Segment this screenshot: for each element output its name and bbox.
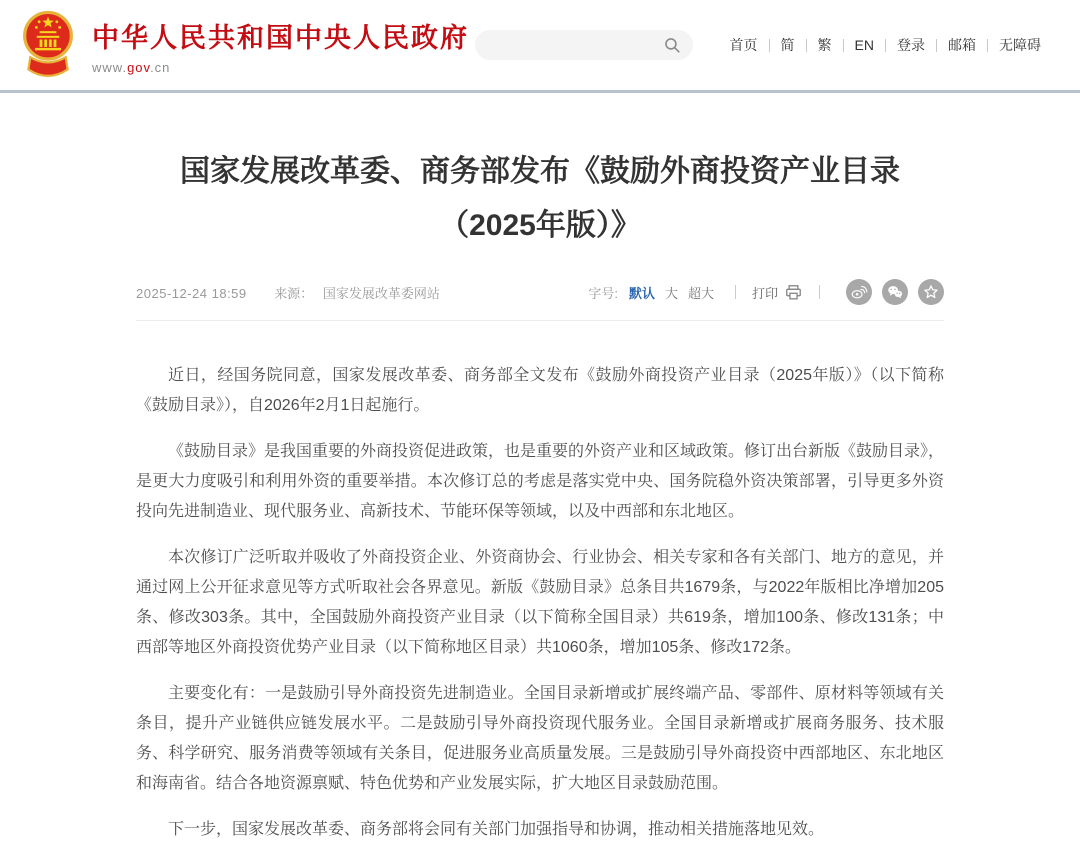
- search-box: [475, 30, 693, 60]
- site-header: [0, 0, 1080, 90]
- header-divider: [0, 90, 1080, 93]
- favorite-star-icon[interactable]: [918, 279, 944, 305]
- paragraph-2: 《鼓励目录》是我国重要的外商投资促进政策，也是重要的外资产业和区域政策。修订出台新版《鼓励目录》，是更大力度吸引和利用外资的重要举措。本次修订总的考虑是落实党中央、国务院稳外资决策部署，引导更多外资投向先进制造业、现代服务业、高新技术、节能环保等领域，以及中西部和东北地区。: [136, 443, 945, 520]
- paragraph-3: 本次修订广泛听取并吸收了外商投资企业、外资商协会、行业协会、相关专家和各有关部门、地方的意见，并通过网上公开征求意见等方式听取社会各界意见。新版《鼓励目录》总条目共1679条，与2022年版相比净增加205条、修改303条。其中，全国鼓励外商投资产业目录（以下简称全国目录）共619条，增加100条、修改131条；中西部等地区外商投资优势产业目录（以下简称地区目录）共1060条，增加105条、修改172条。: [136, 549, 944, 656]
- national-emblem-icon: [20, 9, 76, 85]
- meta-divider: [136, 320, 944, 321]
- publish-date: 2025-12-24 18:59: [136, 285, 247, 301]
- meta-left: [136, 283, 446, 302]
- printer-icon[interactable]: [784, 283, 803, 302]
- paragraph-5: 下一步，国家发展改革委、商务部将会同有关部门加强指导和协调，推动相关措施落地见效。: [168, 821, 825, 838]
- source-label: 来源：: [274, 285, 314, 301]
- font-size-label: 字号:: [588, 285, 618, 301]
- search-input[interactable]: [491, 38, 663, 53]
- toolbar-separator: [819, 285, 820, 299]
- print-button[interactable]: 打印: [751, 285, 778, 301]
- toolbar-separator: [735, 285, 736, 299]
- top-nav: [719, 35, 1052, 55]
- site-url: www.gov.cn: [92, 59, 171, 75]
- article-page: [136, 145, 944, 845]
- nav-mailbox[interactable]: 邮箱: [948, 37, 976, 53]
- nav-home[interactable]: 首页: [729, 37, 758, 53]
- nav-accessibility[interactable]: 无障碍: [999, 37, 1041, 53]
- font-size-large-button[interactable]: 大: [664, 285, 678, 301]
- paragraph-4: 主要变化有：一是鼓励引导外商投资先进制造业。全国目录新增或扩展终端产品、零部件、原材料等领域有关条目，提升产业链供应链发展水平。二是鼓励引导外商投资现代服务业。全国目录新增或扩展商务服务、技术服务、科学研究、服务消费等领域有关条目，促进服务业高质量发展。三是鼓励引导外商投资中西部地区、东北地区和海南省。结合各地资源禀赋、特色优势和产业发展实际，扩大地区目录鼓励范围。: [136, 685, 944, 792]
- article-body: [136, 361, 944, 845]
- search-icon[interactable]: [663, 35, 683, 55]
- share-wechat-icon[interactable]: [882, 279, 908, 305]
- share-weibo-icon[interactable]: [846, 279, 872, 305]
- font-size-xlarge-button[interactable]: 超大: [687, 285, 714, 301]
- nav-traditional[interactable]: 繁: [817, 37, 832, 53]
- nav-login[interactable]: 登录: [897, 37, 925, 53]
- font-size-default-button[interactable]: 默认: [628, 285, 655, 301]
- paragraph-1: 近日，经国务院同意，国家发展改革委、商务部全文发布《鼓励外商投资产业目录（2025年版）》（以下简称《鼓励目录》），自2026年2月1日起施行。: [136, 367, 944, 414]
- site-logo-link[interactable]: [20, 5, 469, 85]
- source-name: 国家发展改革委网站: [322, 285, 440, 301]
- nav-simplified[interactable]: 简: [780, 37, 795, 53]
- page-title: 国家发展改革委、商务部发布《鼓励外商投资产业目录（2025年版）》: [180, 155, 900, 242]
- nav-english[interactable]: EN: [854, 37, 874, 53]
- article-meta-bar: [136, 279, 944, 305]
- site-name: 中华人民共和国中央人民政府: [92, 22, 469, 53]
- meta-toolbar: [588, 279, 944, 305]
